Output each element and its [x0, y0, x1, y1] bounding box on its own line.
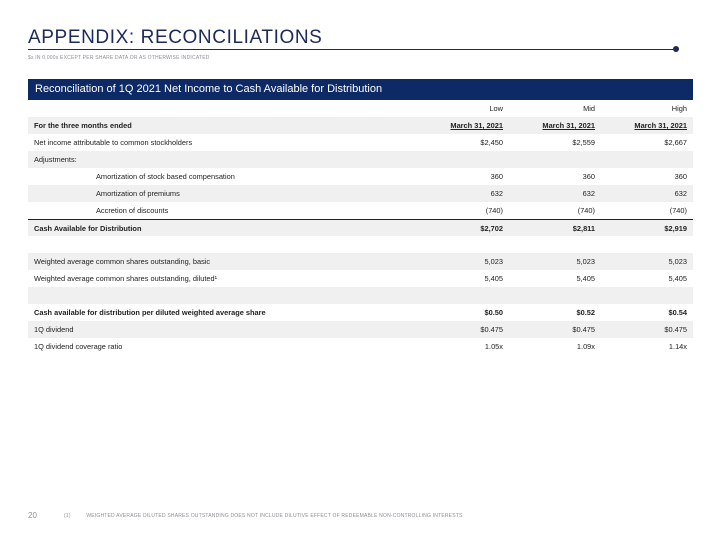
- row-value-mid: $0.475: [572, 325, 595, 334]
- table-row-stock-comp: [28, 168, 693, 185]
- row-value-high: 1.14x: [668, 342, 687, 351]
- table-row-coverage-ratio: [28, 338, 693, 355]
- row-value-low: $0.50: [484, 308, 503, 317]
- footnote-text: WEIGHTED AVERAGE DILUTED SHARES OUTSTANDING DOES NOT INCLUDE DILUTIVE EFFECT OF REDEEMABLE NON-CONTROLLING INTERESTS: [86, 513, 463, 519]
- table-row-spacer: [28, 287, 693, 304]
- row-value-high: 5,405: [668, 274, 687, 283]
- row-value-mid: 5,023: [576, 257, 595, 266]
- row-label: Accretion of discounts: [96, 206, 169, 215]
- row-value-low: 1.05x: [484, 342, 503, 351]
- row-value-high: 5,023: [668, 257, 687, 266]
- column-header-row: [28, 100, 693, 117]
- row-value-high: $0.54: [668, 308, 687, 317]
- row-value-low: 5,023: [484, 257, 503, 266]
- row-label: Weighted average common shares outstanding, basic: [34, 257, 211, 266]
- row-value-low: March 31, 2021: [450, 121, 503, 130]
- row-value-low: $0.475: [480, 325, 503, 334]
- table-row-period: [28, 117, 693, 134]
- row-value-low: 360: [490, 172, 503, 181]
- reconciliation-table: [28, 79, 693, 355]
- row-value-mid: $0.52: [576, 308, 595, 317]
- row-value-mid: 5,405: [576, 274, 595, 283]
- row-value-low: $2,702: [480, 223, 503, 233]
- page-number: 20: [28, 511, 37, 520]
- row-value-high: $2,919: [664, 223, 687, 233]
- table-row-spacer: [28, 236, 693, 253]
- table-row-cad-per-share: [28, 304, 693, 321]
- table-row-adjustments: [28, 151, 693, 168]
- page-subtitle: $s IN 0,000s EXCEPT PER SHARE DATA OR AS OTHERWISE INDICATED: [28, 55, 210, 61]
- table-row-net-income: [28, 134, 693, 151]
- table-row-discounts: [28, 202, 693, 219]
- table-row-dividend: [28, 321, 693, 338]
- row-value-high: (740): [669, 206, 687, 215]
- footnote: [64, 513, 463, 519]
- table-row-shares-diluted: [28, 270, 693, 287]
- row-label: Amortization of stock based compensation: [96, 172, 235, 181]
- title-divider: [28, 49, 675, 50]
- table-row-premiums: [28, 185, 693, 202]
- row-value-high: March 31, 2021: [634, 121, 687, 130]
- row-value-high: 632: [674, 189, 687, 198]
- title-divider-dot: [673, 46, 679, 52]
- row-label: Cash available for distribution per diluted weighted average share: [34, 308, 266, 317]
- row-value-high: 360: [674, 172, 687, 181]
- row-label: 1Q dividend: [34, 325, 74, 334]
- row-label: Amortization of premiums: [96, 189, 180, 198]
- row-value-mid: 360: [582, 172, 595, 181]
- table-row-cad-total: [28, 219, 693, 236]
- row-value-low: $2,450: [480, 138, 503, 147]
- row-value-low: 632: [490, 189, 503, 198]
- column-header-low: Low: [489, 104, 503, 113]
- row-label: For the three months ended: [34, 121, 132, 130]
- column-header-mid: Mid: [583, 104, 595, 113]
- row-value-high: $0.475: [664, 325, 687, 334]
- page-title: APPENDIX: RECONCILIATIONS: [28, 27, 323, 48]
- row-value-mid: $2,559: [572, 138, 595, 147]
- column-header-high: High: [671, 104, 687, 113]
- row-label: Net income attributable to common stockholders: [34, 138, 193, 147]
- row-value-mid: 1.09x: [576, 342, 595, 351]
- row-value-low: (740): [485, 206, 503, 215]
- row-label: Adjustments:: [34, 155, 77, 164]
- row-label: Cash Available for Distribution: [34, 223, 142, 233]
- row-value-mid: March 31, 2021: [542, 121, 595, 130]
- row-value-mid: (740): [577, 206, 595, 215]
- row-label: Weighted average common shares outstanding, diluted¹: [34, 274, 218, 283]
- table-row-shares-basic: [28, 253, 693, 270]
- row-value-mid: 632: [582, 189, 595, 198]
- row-value-low: 5,405: [484, 274, 503, 283]
- row-value-high: $2,667: [664, 138, 687, 147]
- row-value-mid: $2,811: [572, 223, 595, 233]
- table-title: Reconciliation of 1Q 2021 Net Income to Cash Available for Distribution: [28, 79, 693, 100]
- footnote-marker: (1): [64, 513, 71, 519]
- row-label: 1Q dividend coverage ratio: [34, 342, 123, 351]
